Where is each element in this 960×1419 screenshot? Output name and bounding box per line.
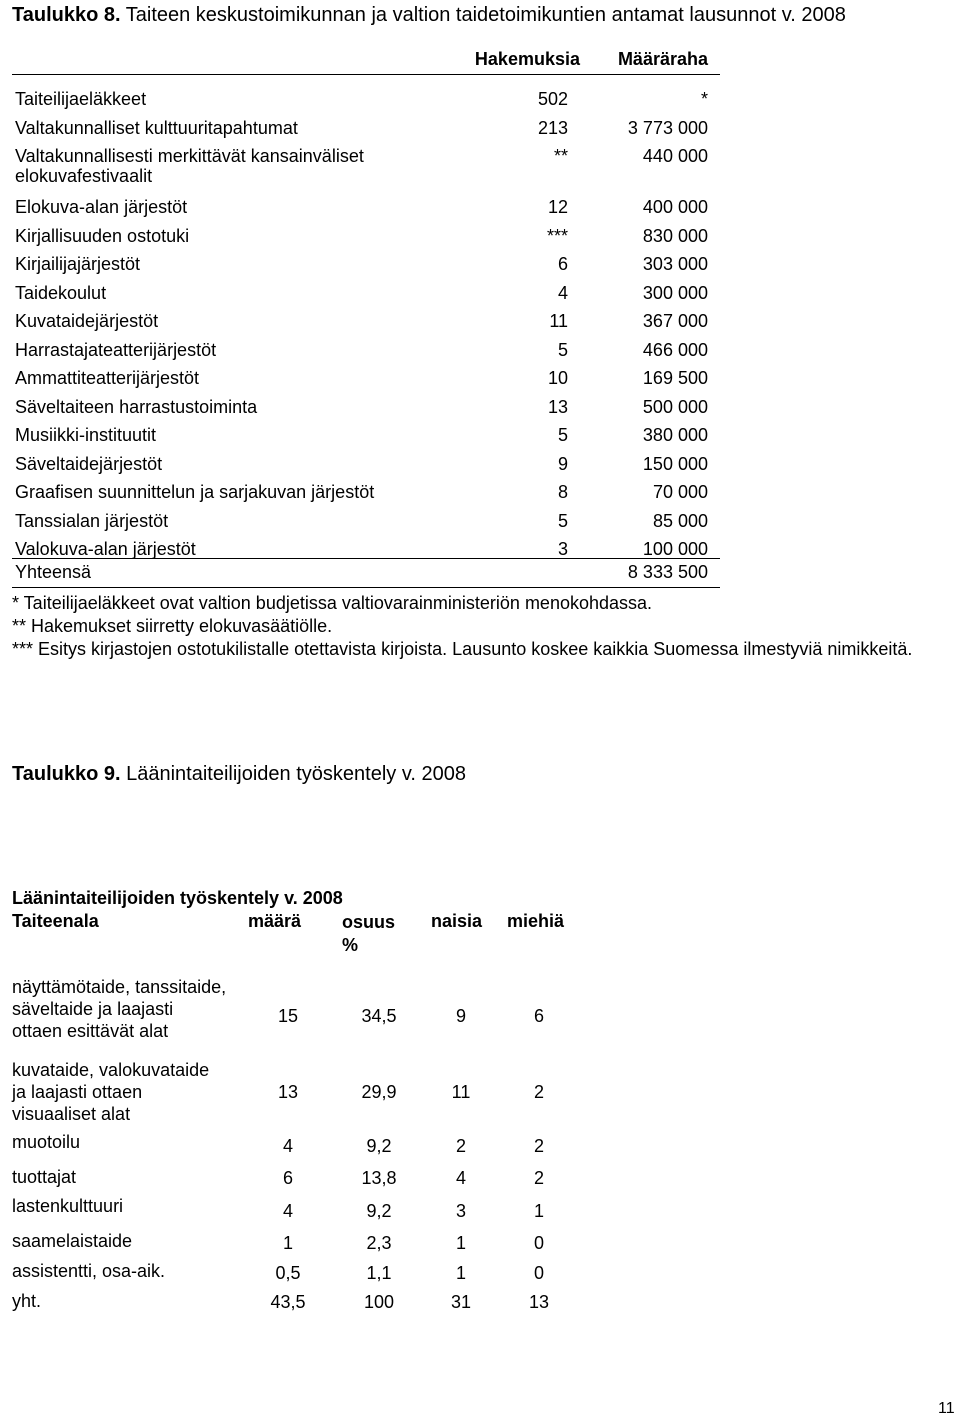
table9-row-men: 0: [533, 1233, 544, 1253]
table9-header-field: Taiteenala: [12, 911, 99, 931]
table8-row: [12, 440, 720, 474]
table9-header-share: osuus %: [342, 912, 396, 955]
table8-row: [12, 104, 720, 138]
table8-row-label: Graafisen suunnittelun ja sarjakuvan järjestöt: [15, 482, 375, 502]
table8-note-1: * Taiteilijaeläkkeet ovat valtion budjetissa valtiovarainministeriön menokohdassa.: [12, 593, 653, 613]
table8-row-label: Kirjallisuuden ostotuki: [15, 225, 190, 246]
table9-row-label: tuottajat: [12, 1167, 77, 1187]
table9-row-share: 13,8: [361, 1168, 397, 1188]
table9-row-women: 2: [455, 1136, 466, 1156]
table9-caption-text: Läänintaiteilijoiden työskentely v. 2008: [126, 763, 466, 785]
table9-row-men: 2: [533, 1082, 544, 1102]
table9-row-label: assistentti, osa-aik.: [12, 1261, 166, 1281]
table8: [12, 46, 720, 588]
table8-note-3: *** Esitys kirjastojen ostotukilistalle otettavista kirjoista. Lausunto koskee kaikkia Suomessa ilmestyviä nimikkeitä.: [12, 639, 913, 659]
table9-caption: [12, 763, 466, 786]
table9-row-label: saamelaistaide: [12, 1231, 133, 1251]
table9-caption-prefix: Taulukko 9.: [12, 763, 121, 785]
table8-total-label: Yhteensä: [15, 561, 92, 582]
table8-row-amount: 466 000: [642, 339, 708, 360]
table8-row-amount: 367 000: [642, 311, 708, 331]
table8-row-amount: 169 500: [642, 368, 708, 388]
table8-row-applications: 6: [557, 254, 568, 274]
table9-row-share: 34,5: [361, 1006, 397, 1026]
table8-row-applications: **: [553, 146, 568, 166]
table9-row-count: 4: [282, 1201, 293, 1221]
table9-row-share: 1,1: [366, 1263, 392, 1283]
table8-row: [12, 468, 720, 502]
table8-row-label: Elokuva-alan järjestöt: [15, 197, 188, 217]
table8-row: [12, 183, 720, 217]
table9-header-women: naisia: [431, 911, 483, 931]
table9-row-count: 0,5: [275, 1263, 301, 1283]
table8-row-label: Taidekoulut: [15, 282, 107, 303]
table8-row-applications: 3: [557, 539, 568, 559]
table8-row-applications: 13: [547, 396, 568, 417]
table8-row: [12, 297, 720, 331]
table8-caption-prefix: Taulukko 8.: [12, 4, 121, 26]
table9-row-share: 100: [363, 1292, 395, 1312]
table8-col-amount: Määräraha: [617, 49, 708, 69]
table9-row-share: 9,2: [366, 1136, 392, 1156]
table9-row-women: 1: [455, 1233, 466, 1253]
table8-row-amount: 830 000: [642, 225, 708, 246]
table8-row-label: Valtakunnalliset kulttuuritapahtumat: [15, 117, 298, 138]
table8-row-amount: 400 000: [642, 197, 708, 217]
table9-row-men: 13: [528, 1292, 550, 1312]
table8-row-label: Tanssialan järjestöt: [15, 510, 169, 531]
table8-row-amount: 303 000: [642, 254, 708, 274]
table9-row-label: kuvataide, valokuvataide ja laajasti ottaen visuaaliset alat: [12, 1060, 210, 1124]
table9-row-women: 3: [455, 1201, 466, 1221]
table8-row-label: Säveltaiteen harrastustoiminta: [15, 396, 258, 417]
table8-header: [12, 46, 720, 75]
table8-row-applications: 4: [557, 282, 568, 303]
table8-row: [12, 240, 720, 274]
table9-row-share: 9,2: [366, 1201, 392, 1221]
table8-row-amount: 440 000: [642, 146, 708, 166]
table9-row-men: 2: [533, 1168, 544, 1188]
table9-header-men: miehiä: [507, 911, 565, 931]
table8-row-applications: 8: [557, 482, 568, 502]
table8-row-amount: 500 000: [642, 396, 708, 417]
table8-row: [12, 383, 720, 417]
table8-note-2: ** Hakemukset siirretty elokuvasäätiölle.: [12, 616, 333, 636]
table8-row-label: Valtakunnallisesti merkittävät kansainväliset elokuvafestivaalit: [15, 146, 364, 186]
table9-row-count: 15: [277, 1006, 299, 1026]
table8-row-applications: ***: [546, 225, 568, 246]
table8-row-label: Ammattiteatterijärjestöt: [15, 368, 200, 388]
table9-row-women: 11: [451, 1082, 471, 1102]
table8-row-applications: 5: [557, 425, 568, 445]
table8-row-applications: 502: [537, 89, 568, 109]
table8-row: [12, 497, 720, 531]
table8-row-amount: 3 773 000: [627, 117, 708, 138]
table8-row-label: Valokuva-alan järjestöt: [15, 539, 196, 559]
table9-row-label: lastenkulttuuri: [12, 1196, 124, 1216]
table9-row-label: muotoilu: [12, 1132, 81, 1152]
table8-row-applications: 5: [557, 339, 568, 360]
table8-row: [12, 132, 720, 186]
table8-row-label: Kirjailijajärjestöt: [15, 254, 141, 274]
table8-row-label: Kuvataidejärjestöt: [15, 311, 159, 331]
table8-row-applications: 5: [557, 510, 568, 531]
table8-total-amount: 8 333 500: [627, 561, 708, 582]
table9-row-men: 6: [533, 1006, 544, 1026]
table9-row-share: 2,3: [366, 1233, 392, 1253]
table8-body: [12, 75, 720, 559]
table8-row: [12, 212, 720, 246]
table9-row-women: 31: [450, 1292, 472, 1312]
table8-row-applications: 11: [549, 311, 568, 331]
page-number: 11: [938, 1400, 955, 1417]
table9-row-men: 2: [533, 1136, 544, 1156]
table8-row-label: Taiteilijaeläkkeet: [15, 89, 147, 109]
table9-row-count: 6: [282, 1168, 293, 1188]
table9-row-women: 1: [455, 1263, 466, 1283]
table9-row-share: 29,9: [361, 1082, 397, 1102]
table8-caption-text: Taiteen keskustoimikunnan ja valtion taidetoimikuntien antamat lausunnot v. 2008: [125, 4, 846, 26]
table9-row-men: 0: [533, 1263, 544, 1283]
table8-row-amount: 380 000: [642, 425, 708, 445]
table8-row-applications: 10: [547, 368, 568, 388]
table8-row-applications: 213: [537, 117, 568, 138]
table8-row: [12, 269, 720, 303]
table8-row-applications: 12: [547, 197, 568, 217]
table9-row-count: 1: [282, 1233, 293, 1253]
table8-row-label: Säveltaidejärjestöt: [15, 453, 163, 474]
table8-row-label: Harrastajateatterijärjestöt: [15, 339, 217, 360]
table8-total-row: [12, 558, 720, 588]
table8-row: [12, 525, 720, 559]
table9-header-count: määrä: [248, 911, 302, 931]
table8-row: [12, 326, 720, 360]
table9-row-men: 1: [533, 1201, 544, 1221]
table8-col-applications: Hakemuksia: [474, 49, 580, 69]
table9-row-label: näyttämötaide, tanssitaide, säveltaide ja laajasti ottaen esittävät alat: [12, 977, 227, 1041]
table8-row: [12, 75, 720, 109]
table8-caption: [12, 4, 846, 27]
table9-inner-title: Läänintaiteilijoiden työskentely v. 2008: [12, 888, 343, 908]
table8-row-label: Musiikki-instituutit: [15, 425, 157, 445]
table8-row-amount: *: [700, 89, 708, 109]
table9-row-count: 4: [282, 1136, 293, 1156]
table9-row-women: 4: [455, 1168, 466, 1188]
table8-row-amount: 300 000: [642, 282, 708, 303]
table9-row-label: yht.: [12, 1291, 42, 1311]
table9-row-count: 43,5: [270, 1292, 306, 1312]
table8-row-applications: 9: [557, 453, 568, 474]
table8-row: [12, 411, 720, 445]
table8-row-amount: 85 000: [652, 510, 708, 531]
table8-row: [12, 354, 720, 388]
table8-row-amount: 100 000: [642, 539, 708, 559]
table8-row-amount: 150 000: [642, 453, 708, 474]
table8-row-amount: 70 000: [652, 482, 708, 502]
table9-row-count: 13: [277, 1082, 299, 1102]
table9-row-women: 9: [455, 1006, 466, 1026]
